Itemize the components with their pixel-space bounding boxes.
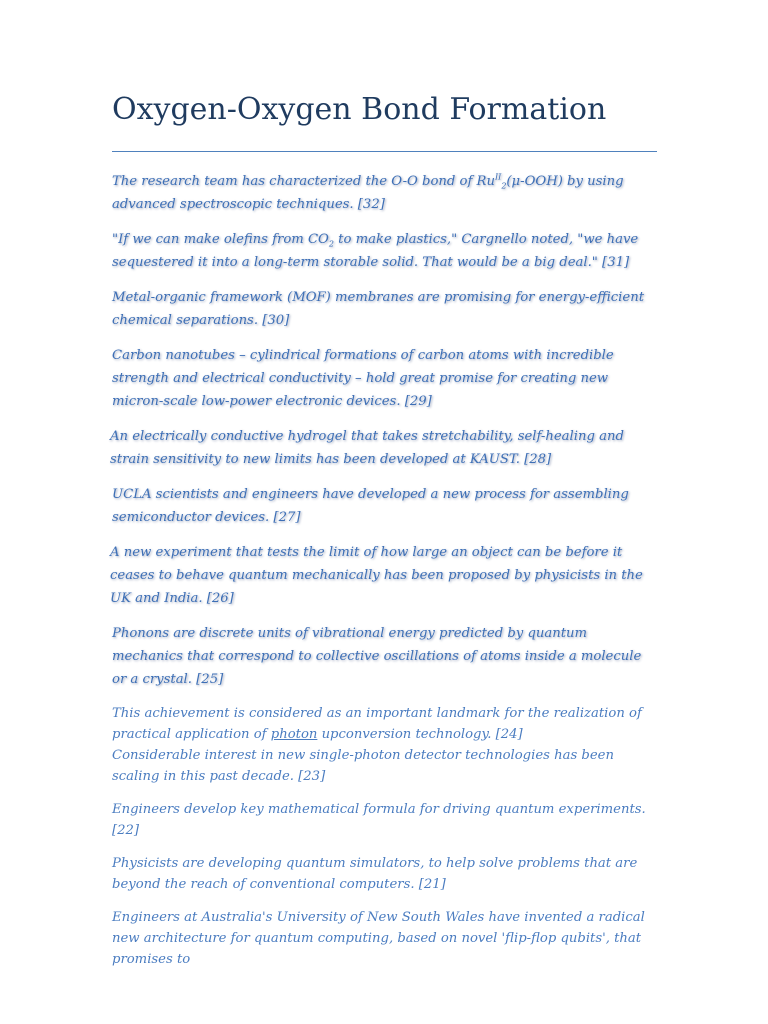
paragraph-26: A new experiment that tests the limit of how large an object can be before it ceases to behave quantum mechanically has been proposed by physicists in the UK and India. [26] — [110, 545, 643, 606]
paragraph-30: Metal-organic framework (MOF) membranes are promising for energy-efficient chemical separations. [30] — [112, 290, 644, 328]
paragraph-32 — [112, 170, 657, 216]
paragraph-32-text: The research team has characterized the O-O bond of Ru — [112, 174, 495, 189]
paragraph-31-text: "If we can make olefins from CO — [112, 232, 329, 247]
paragraph-32-text-end: (μ-OOH) by using advanced spectroscopic techniques. [32] — [112, 174, 624, 212]
paragraph-24-text: This achievement is considered as an important landmark for the realization of practical application of — [112, 706, 642, 742]
paragraph-29: Carbon nanotubes – cylindrical formations of carbon atoms with incredible strength and electrical conductivity – hold great promise for creating new micron-scale low-power electronic devices. [29] — [112, 348, 614, 409]
document-body — [112, 170, 657, 970]
paragraph-28: An electrically conductive hydrogel that takes stretchability, self-healing and strain sensitivity to new limits has been developed at KAUST. [28] — [110, 429, 624, 467]
subscript: 2 — [501, 181, 507, 191]
page-title: Oxygen-Oxygen Bond Formation — [112, 92, 607, 127]
paragraph-27: UCLA scientists and engineers have developed a new process for assembling semiconductor devices. [27] — [112, 487, 629, 525]
paragraph-31 — [112, 228, 657, 274]
paragraph-20: Engineers at Australia's University of New South Wales have invented a radical new architecture for quantum computing, based on novel 'flip-flop qubits', that promises to — [112, 910, 645, 967]
paragraph-21: Physicists are developing quantum simulators, to help solve problems that are beyond the reach of conventional computers. [21] — [112, 856, 638, 892]
paragraph-24 — [112, 703, 657, 745]
superscript: II — [494, 172, 502, 182]
paragraph-22: Engineers develop key mathematical formula for driving quantum experiments. [22] — [112, 802, 646, 838]
paragraph-23: Considerable interest in new single-photon detector technologies has been scaling in this past decade. [23] — [112, 748, 614, 784]
paragraph-31-text-end: to make plastics," Cargnello noted, "we have sequestered it into a long-term storable solid. That would be a big deal." [31] — [112, 232, 639, 270]
title-divider — [112, 151, 657, 152]
photon-link[interactable]: photon — [270, 727, 318, 742]
paragraph-25: Phonons are discrete units of vibrational energy predicted by quantum mechanics that correspond to collective oscillations of atoms inside a molecule or a crystal. [25] — [112, 626, 642, 687]
paragraph-24-text-end: upconversion technology. [24] — [317, 727, 523, 742]
subscript: 2 — [328, 239, 334, 249]
